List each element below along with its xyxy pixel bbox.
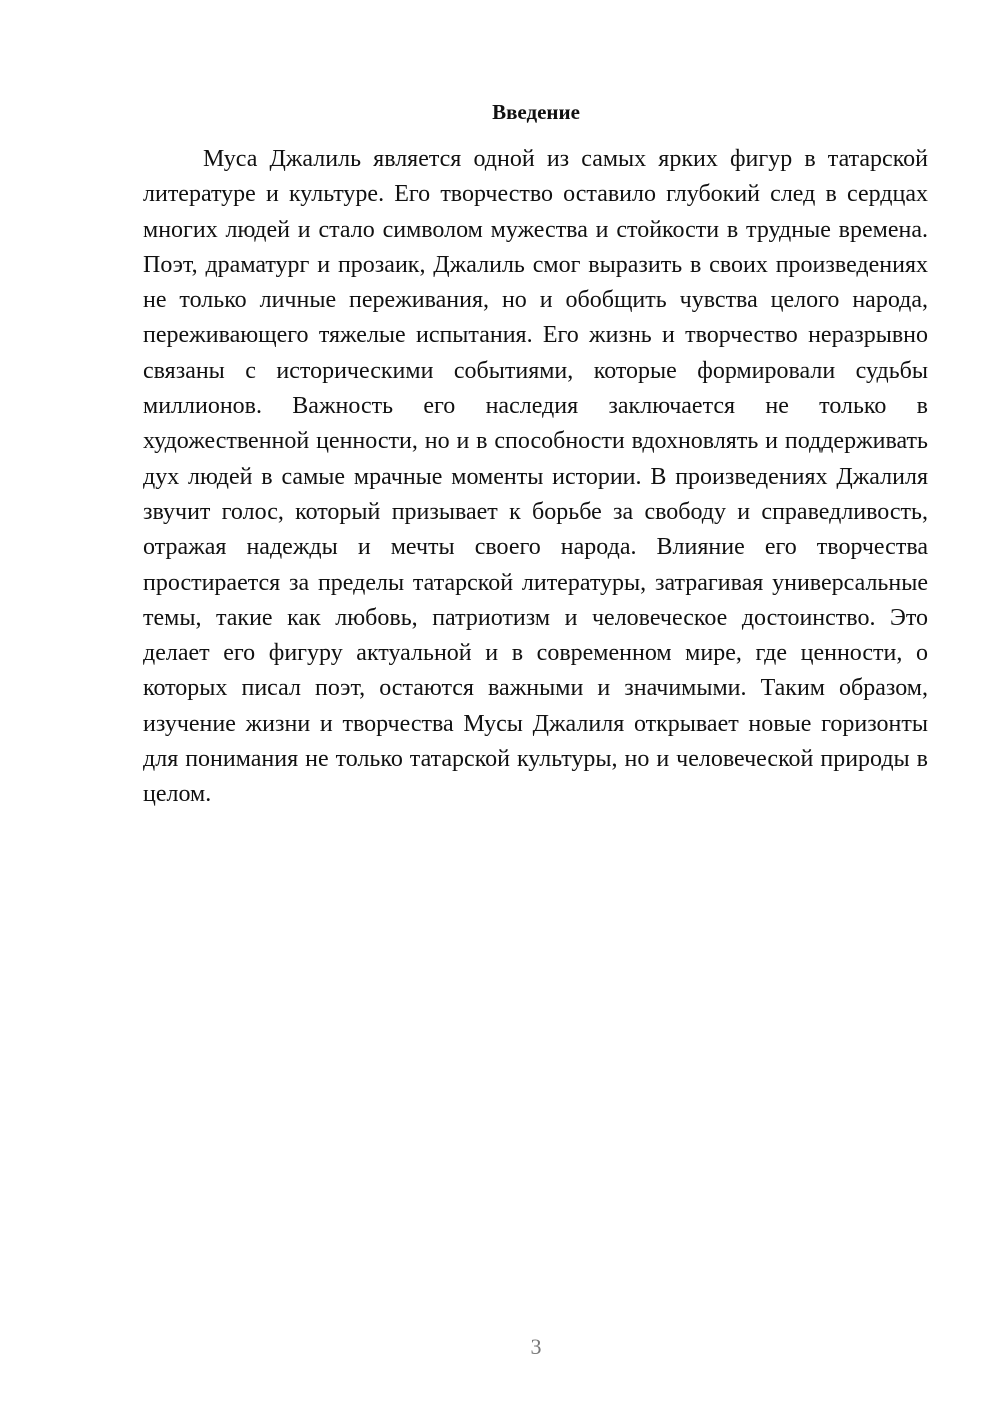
body-paragraph: Муса Джалиль является одной из самых ярких фигур в татарской литературе и культуре. Его творчество оставило глубокий след в сердцах многих людей и стало символом мужества и стойкости в трудные времена. Поэт, драматург и прозаик, Джалиль смог выразить в своих произведениях не только личные переживания, но и обобщить чувства целого народа, переживающего тяжелые испытания. Его жизнь и творчество неразрывно связаны с историческими событиями, которые формировали судьбы миллионов. Важность его наследия заключается не только в художественной ценности, но и в способности вдохновлять и поддерживать дух людей в самые мрачные моменты истории. В произведениях Джалиля звучит голос, который призывает к борьбе за свободу и справедливость, отражая надежды и мечты своего народа. Влияние его творчества простирается за пределы татарской литературы, затрагивая универсальные темы, такие как любовь, патриотизм и человеческое достоинство. Это делает его фигуру актуальной и в современном мире, где ценности, о которых писал поэт, остаются важными и значимыми. Таким образом, изучение жизни и творчества Мусы Джалиля открывает новые горизонты для понимания не только татарской культуры, но и человеческой природы в целом. [143, 146, 928, 808]
section-heading: Введение [492, 100, 580, 124]
page-number: 3 [530, 1334, 542, 1359]
